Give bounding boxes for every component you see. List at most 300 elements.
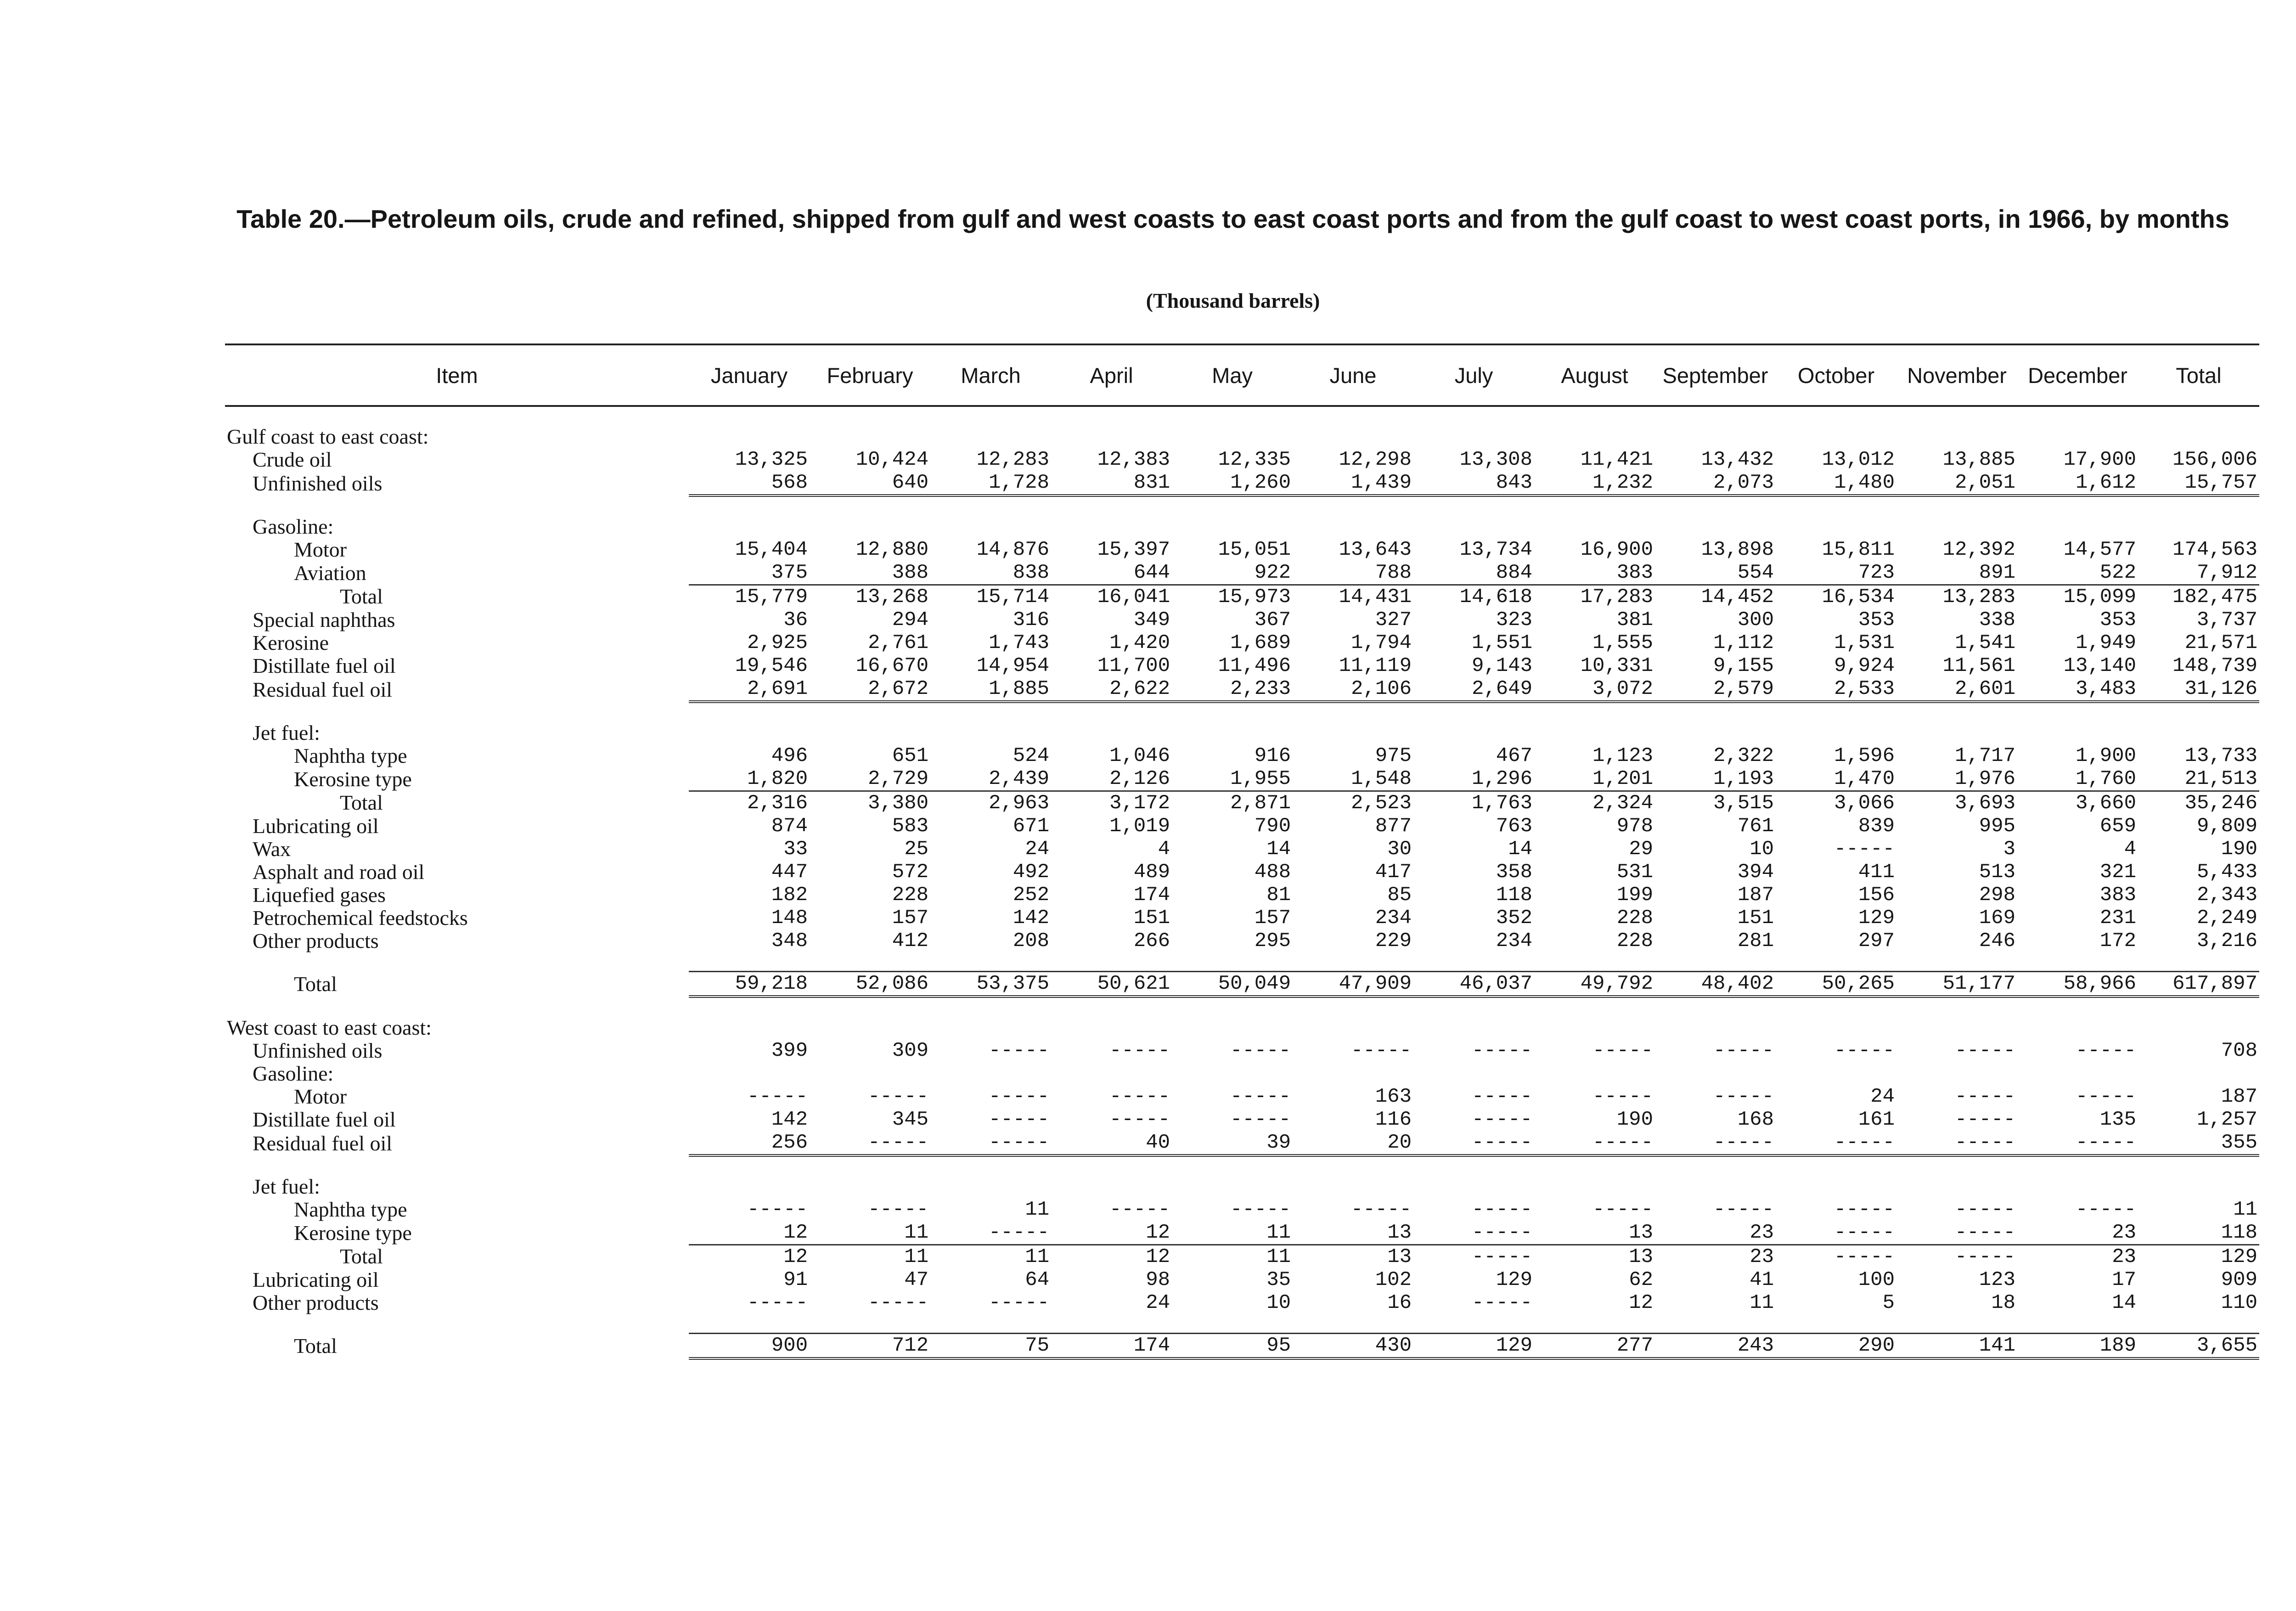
- spacer-row: [225, 496, 2259, 515]
- value-cell: 1,794: [1351, 631, 1412, 654]
- value-cell: 50,265: [1776, 972, 1896, 997]
- value-cell: 51,177: [1896, 972, 2017, 997]
- value-cell: 41: [1750, 1268, 1774, 1291]
- value-cell: 290: [1776, 1334, 1896, 1359]
- value-cell: 91: [783, 1268, 808, 1291]
- value-cell: 13: [1629, 1221, 1653, 1244]
- value-cell: 13,283: [1896, 585, 2017, 609]
- value-cell: 640: [810, 471, 930, 496]
- spacer-row: [225, 406, 2259, 425]
- value-cell: 572: [892, 861, 929, 884]
- value-cell: 916: [1254, 744, 1291, 767]
- value-cell: 447: [771, 861, 808, 884]
- value-cell: 2,439: [988, 767, 1049, 790]
- value-cell: 1,555: [1592, 631, 1653, 654]
- value-cell: -----: [1713, 1198, 1774, 1221]
- row-label: [225, 1268, 689, 1291]
- value-cell: 723: [1858, 561, 1895, 584]
- row-label-text: Residual fuel oil: [253, 677, 393, 701]
- value-cell: 388: [892, 561, 929, 584]
- value-cell: 17,283: [1534, 585, 1655, 609]
- table-row: [225, 538, 2259, 561]
- row-label-text: Naphtha type: [294, 1198, 407, 1221]
- row-label: [225, 608, 689, 631]
- table-row: [225, 1108, 2259, 1131]
- value-cell: 1,717: [1954, 744, 2015, 767]
- row-label-text: Total: [340, 791, 383, 815]
- value-cell: 383: [2099, 884, 2136, 907]
- row-label-text: Other products: [253, 929, 379, 952]
- value-cell: -----: [988, 1108, 1049, 1131]
- row-label-text: Unfinished oils: [253, 1039, 383, 1062]
- value-cell: 13,308: [1459, 448, 1532, 471]
- value-cell: 300: [1737, 608, 1774, 631]
- value-cell: 14,577: [2063, 538, 2136, 561]
- spacer-cell: [225, 1314, 2259, 1334]
- value-cell: 309: [892, 1039, 929, 1062]
- value-cell: 5: [1882, 1291, 1895, 1314]
- value-cell: 50,049: [1172, 972, 1293, 997]
- value-cell: -----: [930, 1131, 1051, 1155]
- column-header: September: [1655, 344, 1776, 406]
- value-cell: 338: [1979, 608, 2015, 631]
- table-body: [225, 406, 2259, 1358]
- value-cell: 281: [1737, 929, 1774, 952]
- value-cell: -----: [988, 1039, 1049, 1062]
- value-cell: 1,531: [1834, 631, 1895, 654]
- value-cell: 190: [1616, 1108, 1653, 1131]
- row-label-text: Distillate fuel oil: [253, 654, 396, 677]
- value-cell: 123: [1979, 1268, 2015, 1291]
- value-cell: 13,140: [2063, 654, 2136, 677]
- value-cell: -----: [1471, 1198, 1532, 1221]
- value-cell: 651: [892, 744, 929, 767]
- value-cell: 141: [1896, 1334, 2017, 1359]
- group-heading: [225, 1175, 2259, 1198]
- column-header: August: [1534, 344, 1655, 406]
- table-row: [225, 1085, 2259, 1108]
- value-cell: 3,380: [810, 791, 930, 815]
- value-cell: 110: [2221, 1291, 2257, 1314]
- value-cell: 2,343: [2196, 884, 2257, 907]
- value-cell: 10,331: [1580, 654, 1653, 677]
- spacer-cell: [225, 702, 2259, 721]
- row-label: [225, 972, 689, 997]
- value-cell: 243: [1655, 1334, 1776, 1359]
- value-cell: 148: [771, 907, 808, 929]
- value-cell: -----: [1954, 1108, 2015, 1131]
- value-cell: -----: [1834, 1198, 1895, 1221]
- value-cell: -----: [1413, 1245, 1534, 1269]
- value-cell: 23: [2112, 1221, 2136, 1244]
- value-cell: 2,322: [1713, 744, 1774, 767]
- value-cell: 383: [1616, 561, 1653, 584]
- value-cell: 1,296: [1471, 767, 1532, 790]
- value-cell: 13: [1293, 1245, 1413, 1269]
- table-title: Table 20.—Petroleum oils, crude and refined, shipped from gulf and west coasts to east coast ports and from the gulf coast to west coast ports, in 1966, by months: [236, 204, 2229, 233]
- value-cell: -----: [988, 1221, 1049, 1244]
- group-heading: [225, 515, 2259, 538]
- value-cell: -----: [2017, 1131, 2138, 1155]
- value-cell: 12,880: [855, 538, 929, 561]
- value-cell: 13,733: [2184, 744, 2257, 767]
- value-cell: 1,728: [930, 471, 1051, 496]
- value-cell: 1,470: [1834, 767, 1895, 790]
- table-row: [225, 631, 2259, 654]
- value-cell: -----: [1896, 1131, 2017, 1155]
- value-cell: 1,976: [1954, 767, 2015, 790]
- spacer-row: [225, 702, 2259, 721]
- value-cell: 3,072: [1534, 677, 1655, 702]
- value-cell: -----: [1592, 1085, 1653, 1108]
- value-cell: 554: [1737, 561, 1774, 584]
- value-cell: 23: [1750, 1221, 1774, 1244]
- value-cell: 1,201: [1592, 767, 1653, 790]
- value-cell: -----: [1471, 1039, 1532, 1062]
- row-label: [225, 929, 689, 952]
- value-cell: 2,073: [1655, 471, 1776, 496]
- value-cell: -----: [1351, 1198, 1412, 1221]
- value-cell: 884: [1496, 561, 1532, 584]
- value-cell: -----: [1655, 1131, 1776, 1155]
- value-cell: 524: [1013, 744, 1049, 767]
- value-cell: 298: [1979, 884, 2015, 907]
- row-label: [225, 884, 689, 907]
- row-label: [225, 1334, 689, 1359]
- value-cell: 23: [1655, 1245, 1776, 1269]
- table-units: (Thousand barrels): [1146, 289, 1320, 312]
- value-cell: 30: [1387, 838, 1412, 861]
- column-header: Total: [2138, 344, 2259, 406]
- value-cell: 11: [2233, 1198, 2257, 1221]
- row-label: [225, 1245, 689, 1269]
- spacer-cell: [225, 997, 2259, 1016]
- value-cell: 2,871: [1172, 791, 1293, 815]
- row-heading: Gasoline:: [253, 515, 334, 538]
- value-cell: 900: [689, 1334, 810, 1359]
- value-cell: 5,433: [2196, 861, 2257, 884]
- row-label-text: Kerosine type: [294, 767, 412, 791]
- value-cell: 13,268: [810, 585, 930, 609]
- value-cell: 568: [689, 471, 810, 496]
- row-label: [225, 744, 689, 767]
- value-cell: 14,954: [976, 654, 1049, 677]
- value-cell: 13: [1387, 1221, 1412, 1244]
- value-cell: 64: [1025, 1268, 1049, 1291]
- table-row: [225, 561, 2259, 585]
- value-cell: 2,523: [1293, 791, 1413, 815]
- value-cell: 15,811: [1822, 538, 1895, 561]
- value-cell: 234: [1375, 907, 1412, 929]
- value-cell: -----: [1954, 1085, 2015, 1108]
- value-cell: 13,898: [1701, 538, 1774, 561]
- value-cell: 3,660: [2017, 791, 2138, 815]
- value-cell: 2,672: [810, 677, 930, 702]
- value-cell: 909: [2221, 1268, 2257, 1291]
- value-cell: 24: [1146, 1291, 1170, 1314]
- value-cell: 3,737: [2196, 608, 2257, 631]
- row-label: [225, 471, 689, 496]
- value-cell: 157: [1254, 907, 1291, 929]
- value-cell: 708: [2221, 1039, 2257, 1062]
- value-cell: -----: [867, 1291, 929, 1314]
- value-cell: 25: [904, 838, 929, 861]
- value-cell: 14: [2112, 1291, 2136, 1314]
- value-cell: 48,402: [1655, 972, 1776, 997]
- value-cell: 142: [771, 1108, 808, 1131]
- value-cell: 35: [1266, 1268, 1291, 1291]
- value-cell: -----: [2075, 1198, 2136, 1221]
- value-cell: 9,809: [2196, 815, 2257, 838]
- value-cell: -----: [1230, 1198, 1291, 1221]
- value-cell: -----: [1109, 1108, 1170, 1131]
- value-cell: 358: [1496, 861, 1532, 884]
- value-cell: 151: [1133, 907, 1170, 929]
- column-header: February: [810, 344, 930, 406]
- value-cell: -----: [988, 1291, 1049, 1314]
- value-cell: 891: [1979, 561, 2015, 584]
- value-cell: 367: [1254, 608, 1291, 631]
- row-label: [225, 631, 689, 654]
- table-row: [225, 608, 2259, 631]
- value-cell: 156: [1858, 884, 1895, 907]
- value-cell: 1,480: [1776, 471, 1896, 496]
- value-cell: 2,533: [1776, 677, 1896, 702]
- value-cell: 29: [1629, 838, 1653, 861]
- value-cell: 11,421: [1580, 448, 1653, 471]
- value-cell: 15,757: [2138, 471, 2259, 496]
- value-cell: -----: [2075, 1039, 2136, 1062]
- value-cell: 1,541: [1954, 631, 2015, 654]
- column-header: March: [930, 344, 1051, 406]
- value-cell: 14,618: [1413, 585, 1534, 609]
- value-cell: 182: [771, 884, 808, 907]
- value-cell: 345: [892, 1108, 929, 1131]
- value-cell: 53,375: [930, 972, 1051, 997]
- value-cell: 157: [892, 907, 929, 929]
- value-cell: 489: [1133, 861, 1170, 884]
- value-cell: 19,546: [735, 654, 808, 677]
- row-label-text: Motor: [294, 1085, 347, 1108]
- value-cell: -----: [1776, 1245, 1896, 1269]
- value-cell: 174,563: [2172, 538, 2257, 561]
- value-cell: 353: [1858, 608, 1895, 631]
- value-cell: 1,596: [1834, 744, 1895, 767]
- row-label: [225, 861, 689, 884]
- column-header: January: [689, 344, 810, 406]
- value-cell: 294: [892, 608, 929, 631]
- value-cell: -----: [2075, 1085, 2136, 1108]
- value-cell: 46,037: [1413, 972, 1534, 997]
- value-cell: 1,257: [2196, 1108, 2257, 1131]
- value-cell: 39: [1172, 1131, 1293, 1155]
- row-label: [225, 1198, 689, 1221]
- value-cell: 17,900: [2063, 448, 2136, 471]
- spacer-row: [225, 1155, 2259, 1175]
- row-label: [225, 677, 689, 702]
- value-cell: 199: [1616, 884, 1653, 907]
- value-cell: 11: [904, 1221, 929, 1244]
- value-cell: 1,193: [1713, 767, 1774, 790]
- value-cell: 12: [783, 1221, 808, 1244]
- spacer-row: [225, 952, 2259, 972]
- value-cell: 838: [1013, 561, 1049, 584]
- value-cell: 1,548: [1351, 767, 1412, 790]
- value-cell: 35,246: [2138, 791, 2259, 815]
- row-heading: Jet fuel:: [253, 1175, 320, 1198]
- value-cell: 2,963: [930, 791, 1051, 815]
- value-cell: 671: [1013, 815, 1049, 838]
- value-cell: 2,925: [747, 631, 808, 654]
- value-cell: -----: [810, 1131, 930, 1155]
- column-header: July: [1413, 344, 1534, 406]
- value-cell: 399: [771, 1039, 808, 1062]
- value-cell: 81: [1266, 884, 1291, 907]
- value-cell: 381: [1616, 608, 1653, 631]
- row-label: [225, 1221, 689, 1245]
- row-label-text: Asphalt and road oil: [253, 861, 425, 884]
- value-cell: 102: [1375, 1268, 1412, 1291]
- value-cell: 13,643: [1339, 538, 1412, 561]
- value-cell: -----: [1592, 1198, 1653, 1221]
- value-cell: 659: [2099, 815, 2136, 838]
- value-cell: 129: [1496, 1268, 1532, 1291]
- value-cell: 256: [689, 1131, 810, 1155]
- value-cell: 531: [1616, 861, 1653, 884]
- table-row: [225, 767, 2259, 791]
- row-heading: Jet fuel:: [253, 721, 320, 744]
- value-cell: 16: [1387, 1291, 1412, 1314]
- value-cell: 33: [783, 838, 808, 861]
- value-cell: -----: [1713, 1085, 1774, 1108]
- value-cell: 1,551: [1471, 631, 1532, 654]
- value-cell: -----: [747, 1085, 808, 1108]
- value-cell: 10,424: [855, 448, 929, 471]
- value-cell: 190: [2221, 838, 2257, 861]
- spacer-cell: [225, 406, 2259, 425]
- value-cell: 12,283: [976, 448, 1049, 471]
- value-cell: -----: [1471, 1085, 1532, 1108]
- row-label: [225, 791, 689, 815]
- value-cell: 488: [1254, 861, 1291, 884]
- spacer-row: [225, 997, 2259, 1016]
- row-label: [225, 448, 689, 471]
- value-cell: 1,900: [2075, 744, 2136, 767]
- value-cell: 1,955: [1230, 767, 1291, 790]
- value-cell: 12,383: [1097, 448, 1170, 471]
- row-label-text: Naphtha type: [294, 744, 407, 767]
- value-cell: 156,006: [2172, 448, 2257, 471]
- value-cell: 4: [1158, 838, 1170, 861]
- value-cell: -----: [1351, 1039, 1412, 1062]
- value-cell: 11: [810, 1245, 930, 1269]
- value-cell: 231: [2099, 907, 2136, 929]
- value-cell: 2,316: [689, 791, 810, 815]
- row-label: [225, 1291, 689, 1314]
- value-cell: 15,099: [2017, 585, 2138, 609]
- value-cell: 16,670: [855, 654, 929, 677]
- value-cell: 100: [1858, 1268, 1895, 1291]
- table-row: [225, 654, 2259, 677]
- value-cell: 1,763: [1413, 791, 1534, 815]
- table-row: [225, 1039, 2259, 1062]
- value-cell: 492: [1013, 861, 1049, 884]
- value-cell: 11: [1025, 1198, 1049, 1221]
- row-label-text: Residual fuel oil: [253, 1131, 393, 1155]
- value-cell: 1,743: [988, 631, 1049, 654]
- value-cell: 228: [1616, 907, 1653, 929]
- row-label: [225, 1039, 689, 1062]
- row-label-text: Petrochemical feedstocks: [253, 907, 468, 929]
- value-cell: 16,534: [1776, 585, 1896, 609]
- value-cell: 874: [771, 815, 808, 838]
- value-cell: -----: [1413, 1131, 1534, 1155]
- value-cell: 13,012: [1822, 448, 1895, 471]
- value-cell: 50,621: [1051, 972, 1172, 997]
- row-label: [225, 907, 689, 929]
- value-cell: 17: [2112, 1268, 2136, 1291]
- value-cell: 148,739: [2172, 654, 2257, 677]
- value-cell: 353: [2099, 608, 2136, 631]
- value-cell: 10: [1266, 1291, 1291, 1314]
- value-cell: -----: [1230, 1108, 1291, 1131]
- value-cell: 172: [2099, 929, 2136, 952]
- value-cell: 355: [2138, 1131, 2259, 1155]
- value-cell: 15,404: [735, 538, 808, 561]
- value-cell: 1,123: [1592, 744, 1653, 767]
- row-label: [225, 654, 689, 677]
- value-cell: 182,475: [2138, 585, 2259, 609]
- table-row: [225, 1198, 2259, 1221]
- table-row: [225, 884, 2259, 907]
- value-cell: 14: [1508, 838, 1532, 861]
- value-cell: 142: [1013, 907, 1049, 929]
- value-cell: -----: [1109, 1039, 1170, 1062]
- value-cell: 21,571: [2184, 631, 2257, 654]
- table-row: [225, 1131, 2259, 1155]
- value-cell: 11: [1172, 1245, 1293, 1269]
- value-cell: 187: [1737, 884, 1774, 907]
- value-cell: -----: [747, 1198, 808, 1221]
- column-header: October: [1776, 344, 1896, 406]
- value-cell: -----: [1109, 1085, 1170, 1108]
- row-label: [225, 1108, 689, 1131]
- row-label-text: Crude oil: [253, 448, 332, 471]
- value-cell: 975: [1375, 744, 1412, 767]
- value-cell: 375: [771, 561, 808, 584]
- value-cell: -----: [867, 1085, 929, 1108]
- row-label-text: Wax: [253, 838, 291, 861]
- value-cell: 228: [1616, 929, 1653, 952]
- value-cell: 266: [1133, 929, 1170, 952]
- table-row: [225, 585, 2259, 609]
- value-cell: 2,649: [1413, 677, 1534, 702]
- value-cell: 95: [1172, 1334, 1293, 1359]
- value-cell: 3,515: [1655, 791, 1776, 815]
- value-cell: 1,420: [1109, 631, 1170, 654]
- value-cell: 1,019: [1109, 815, 1170, 838]
- value-cell: 394: [1737, 861, 1774, 884]
- row-label-text: Total: [340, 1245, 383, 1268]
- value-cell: 995: [1979, 815, 2015, 838]
- value-cell: -----: [1534, 1131, 1655, 1155]
- value-cell: 3,693: [1896, 791, 2017, 815]
- row-label-text: Unfinished oils: [253, 471, 383, 495]
- spacer-cell: [225, 952, 2259, 972]
- value-cell: 922: [1254, 561, 1291, 584]
- table-row: [225, 471, 2259, 496]
- table-row: [225, 838, 2259, 861]
